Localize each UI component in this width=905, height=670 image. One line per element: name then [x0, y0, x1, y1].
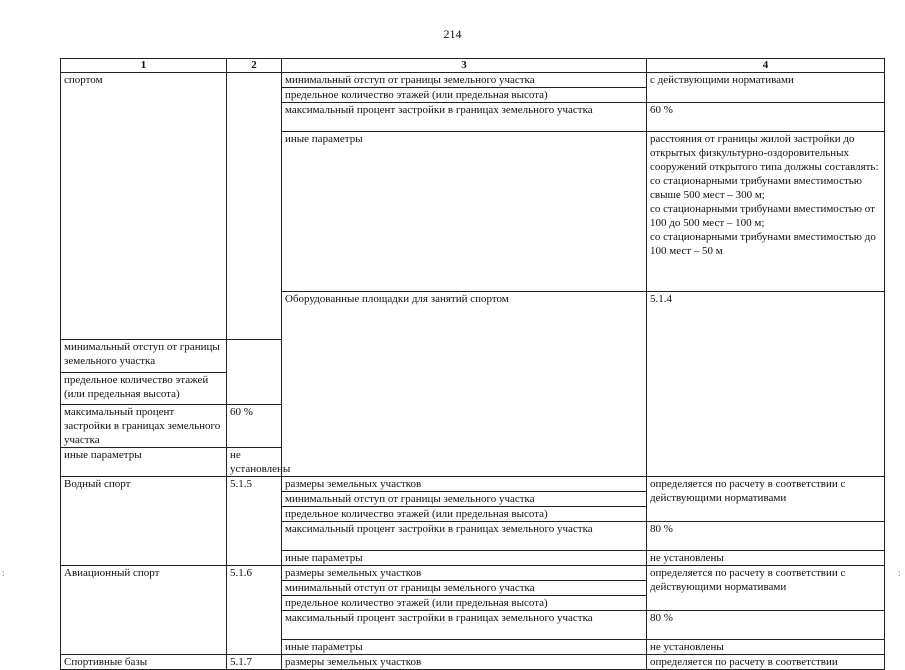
- land-use-name: Спортивные базы: [61, 655, 227, 670]
- land-use-code: [227, 73, 282, 340]
- land-use-code: 5.1.5: [227, 477, 282, 566]
- param-offset: минимальный отступ от границы земельного участка: [282, 492, 647, 507]
- param-other: иные параметры: [282, 551, 647, 566]
- column-header: 3: [282, 59, 647, 73]
- value-calc: определяется по расчету в соответствии с действующими нормативами: [647, 477, 885, 522]
- param-offset: минимальный отступ от границы земельного участка: [282, 581, 647, 596]
- param-other: иные параметры: [61, 448, 227, 477]
- land-use-name: спортом: [61, 73, 227, 340]
- param-coverage: максимальный процент застройки в границах земельного участка: [282, 611, 647, 640]
- value-calc: определяется по расчету в соответствии: [647, 655, 885, 670]
- land-use-code: 5.1.6: [227, 566, 282, 655]
- land-use-name: Оборудованные площадки для занятий спортом: [282, 292, 647, 477]
- value-calc: определяется по расчету в соответствии с действующими нормативами: [647, 566, 885, 611]
- land-use-name: Авиационный спорт: [61, 566, 227, 655]
- param-other: иные параметры: [282, 132, 647, 292]
- param-size: размеры земельных участков: [282, 566, 647, 581]
- value-coverage: 60 %: [647, 103, 885, 132]
- margin-mark-right: :: [898, 568, 901, 578]
- value-coverage: 80 %: [647, 611, 885, 640]
- value-coverage: 80 %: [647, 522, 885, 551]
- param-coverage: максимальный процент застройки в границах земельного участка: [282, 522, 647, 551]
- table-row: [61, 73, 885, 88]
- page-number: 214: [443, 27, 462, 41]
- column-header: 4: [647, 59, 885, 73]
- param-floors: предельное количество этажей (или предельная высота): [282, 596, 647, 611]
- header-row: [61, 59, 885, 73]
- param-offset: минимальный отступ от границы земельного участка: [61, 340, 227, 372]
- value-not-set: не установлены: [227, 448, 282, 477]
- land-use-name: Водный спорт: [61, 477, 227, 566]
- value-not-set: не установлены: [647, 551, 885, 566]
- param-size: размеры земельных участков: [282, 655, 647, 670]
- value-distance: расстояния от границы жилой застройки до открытых физкультурно-оздоровительных сооружений открытого типа должны составлять: со стационарными трибунами вместимостью свыше 500 мест – 300 м; со стационарными трибунами вместимостью от 100 до 500 мест – 100 м; со стационарными трибунами вместимостью до 100 мест – 50 м: [647, 132, 885, 292]
- table-row: [61, 477, 885, 492]
- column-header: 1: [61, 59, 227, 73]
- margin-mark-left: :: [2, 568, 5, 578]
- param-floors: предельное количество этажей (или предельная высота): [282, 507, 647, 522]
- param-coverage: максимальный процент застройки в границах земельного участка: [282, 103, 647, 132]
- column-header: 2: [227, 59, 282, 73]
- value-normatives: с действующими нормативами: [647, 73, 885, 103]
- param-floors: предельное количество этажей (или предельная высота): [282, 88, 647, 103]
- land-use-code: 5.1.4: [647, 292, 885, 477]
- param-size: размеры земельных участков: [282, 477, 647, 492]
- table-row: [61, 566, 885, 581]
- table-row: [61, 655, 885, 670]
- param-coverage: максимальный процент застройки в границах земельного участка: [61, 405, 227, 448]
- param-other: иные параметры: [282, 640, 647, 655]
- value-not-set: не установлены: [647, 640, 885, 655]
- value-coverage: 60 %: [227, 405, 282, 448]
- land-use-code: 5.1.7: [227, 655, 282, 670]
- param-floors: предельное количество этажей (или предельная высота): [61, 372, 227, 404]
- regulations-table: [60, 58, 885, 670]
- param-offset: минимальный отступ от границы земельного участка: [282, 73, 647, 88]
